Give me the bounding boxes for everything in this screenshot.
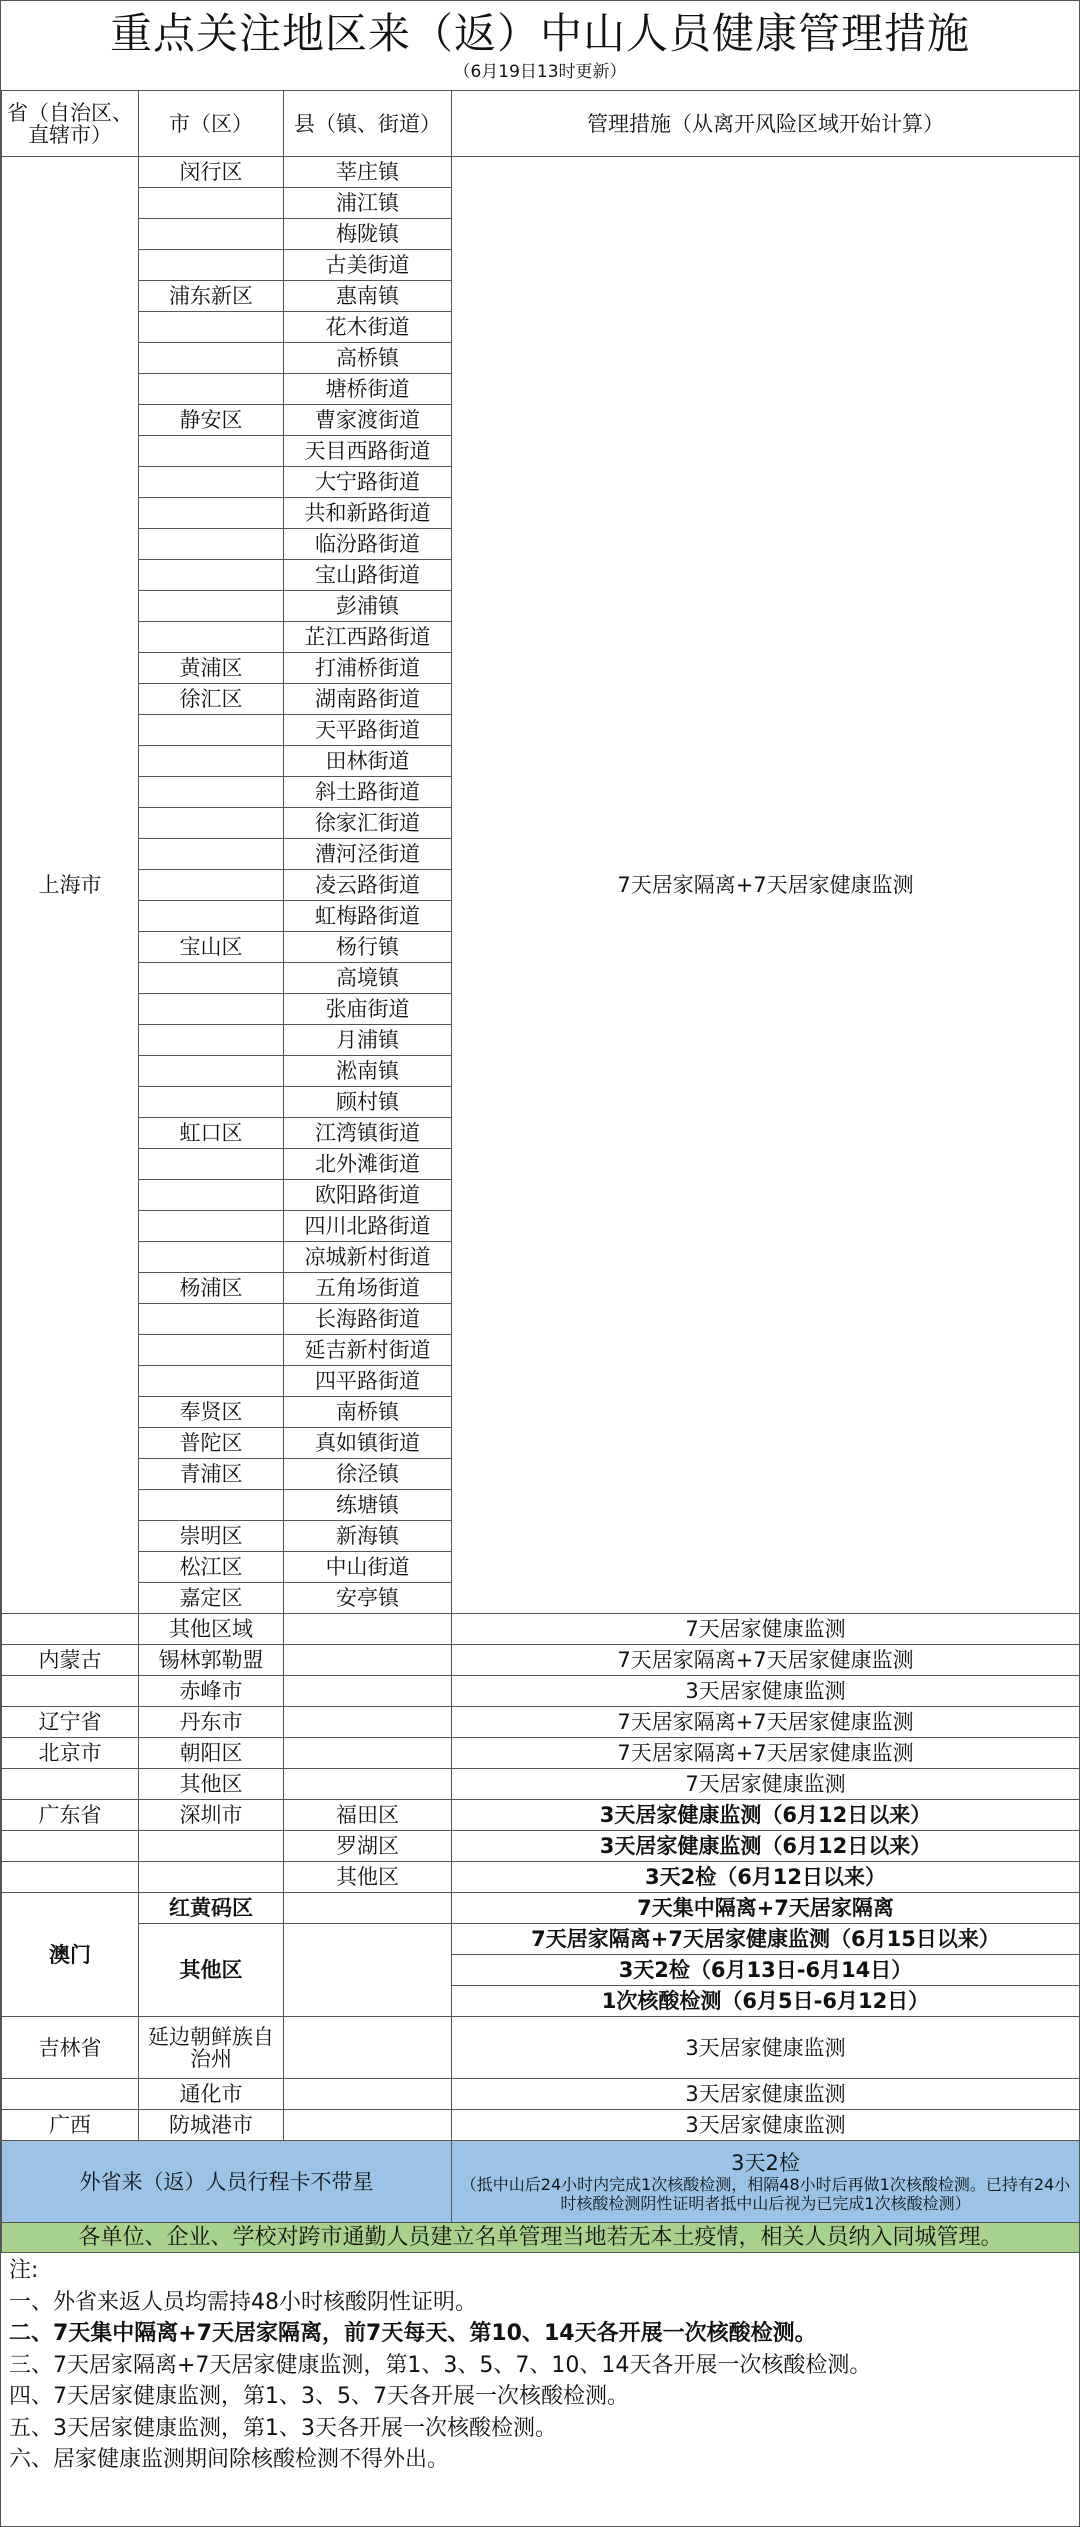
city-cell: [139, 994, 284, 1025]
city-cell: [139, 1087, 284, 1118]
note-item: 一、外省来返人员均需持48小时核酸阴性证明。: [9, 2289, 477, 2315]
county-cell: [284, 1769, 452, 1800]
measure-cell: 3天2检（6月12日以来）: [452, 1862, 1080, 1893]
notes-heading: 注:: [9, 2258, 39, 2283]
city-cell: 黄浦区: [139, 653, 284, 684]
county-cell: 浦江镇: [284, 188, 452, 219]
county-cell: 杨行镇: [284, 932, 452, 963]
city-cell: [139, 715, 284, 746]
county-cell: 曹家渡街道: [284, 405, 452, 436]
province-cell: [2, 1676, 139, 1707]
city-cell: [139, 219, 284, 250]
measure-cell: 7天居家隔离+7天居家健康监测: [452, 1645, 1080, 1676]
city-cell: 防城港市: [139, 2110, 284, 2141]
county-cell: 中山街道: [284, 1552, 452, 1583]
county-cell: [284, 1924, 452, 2017]
city-cell: [139, 808, 284, 839]
city-cell: 深圳市: [139, 1800, 284, 1831]
county-cell: 徐家汇街道: [284, 808, 452, 839]
county-cell: 徐泾镇: [284, 1459, 452, 1490]
table-row: [2, 2079, 1080, 2110]
county-cell: 打浦桥街道: [284, 653, 452, 684]
province-cell: [2, 1862, 139, 1893]
city-cell: [139, 436, 284, 467]
travel-card-measure-cell: [452, 2141, 1080, 2223]
county-cell: 五角场街道: [284, 1273, 452, 1304]
measure-cell: 7天集中隔离+7天居家隔离: [452, 1893, 1080, 1924]
city-cell: 丹东市: [139, 1707, 284, 1738]
province-cell: [2, 1769, 139, 1800]
city-cell: 其他区: [139, 1769, 284, 1800]
city-cell: 青浦区: [139, 1459, 284, 1490]
county-cell: [284, 2017, 452, 2079]
measure-cell: 7天居家健康监测: [452, 1769, 1080, 1800]
update-time: （6月19日13时更新）: [453, 62, 627, 82]
city-cell: [139, 188, 284, 219]
table-row: [2, 1676, 1080, 1707]
city-cell: [139, 622, 284, 653]
note-item: 六、居家健康监测期间除核酸检测不得外出。: [9, 2447, 450, 2472]
county-cell: 新海镇: [284, 1521, 452, 1552]
city-cell: 宝山区: [139, 932, 284, 963]
city-cell: 其他区: [139, 1924, 284, 2017]
city-cell: [139, 839, 284, 870]
city-cell: 浦东新区: [139, 281, 284, 312]
county-cell: 罗湖区: [284, 1831, 452, 1862]
province-cell: 内蒙古: [2, 1645, 139, 1676]
measure-cell: 7天居家隔离+7天居家健康监测: [452, 157, 1080, 1614]
city-cell: [139, 870, 284, 901]
county-cell: 凉城新村街道: [284, 1242, 452, 1273]
county-cell: 彭浦镇: [284, 591, 452, 622]
city-cell: 其他区域: [139, 1614, 284, 1645]
city-cell: [139, 1025, 284, 1056]
city-cell: 普陀区: [139, 1428, 284, 1459]
city-cell: [139, 498, 284, 529]
county-cell: 江湾镇街道: [284, 1118, 452, 1149]
table-row: [2, 1924, 1080, 1955]
note-item: 四、7天居家健康监测，第1、3、5、7天各开展一次核酸检测。: [9, 2384, 629, 2409]
county-cell: 顾村镇: [284, 1087, 452, 1118]
county-cell: 临汾路街道: [284, 529, 452, 560]
city-cell: 杨浦区: [139, 1273, 284, 1304]
county-cell: [284, 1893, 452, 1924]
table-row: [2, 2017, 1080, 2079]
table-header-row: [2, 91, 1080, 157]
city-cell: 崇明区: [139, 1521, 284, 1552]
county-cell: [284, 1676, 452, 1707]
county-cell: 天平路街道: [284, 715, 452, 746]
city-cell: [139, 1862, 284, 1893]
travel-card-label: 外省来（返）人员行程卡不带星: [2, 2141, 452, 2223]
province-cell: 广西: [2, 2110, 139, 2141]
county-cell: 延吉新村街道: [284, 1335, 452, 1366]
table-row: [2, 1862, 1080, 1893]
county-cell: 四平路街道: [284, 1366, 452, 1397]
header-county: 县（镇、街道）: [284, 91, 452, 157]
province-cell: 北京市: [2, 1738, 139, 1769]
city-cell: 闵行区: [139, 157, 284, 188]
city-cell: [139, 901, 284, 932]
note-item: 五、3天居家健康监测，第1、3天各开展一次核酸检测。: [9, 2415, 557, 2441]
table-row: [2, 1893, 1080, 1924]
table-row: [2, 157, 1080, 188]
county-cell: 虹梅路街道: [284, 901, 452, 932]
measure-cell: 3天居家健康监测: [452, 1676, 1080, 1707]
county-cell: 高桥镇: [284, 343, 452, 374]
county-cell: 天目西路街道: [284, 436, 452, 467]
county-cell: 福田区: [284, 1800, 452, 1831]
county-cell: 凌云路街道: [284, 870, 452, 901]
city-cell: [139, 343, 284, 374]
city-cell: [139, 560, 284, 591]
notes-section: [1, 2255, 1079, 2476]
county-cell: 长海路街道: [284, 1304, 452, 1335]
county-cell: [284, 2079, 452, 2110]
city-cell: [139, 777, 284, 808]
county-cell: 塘桥街道: [284, 374, 452, 405]
province-cell: 辽宁省: [2, 1707, 139, 1738]
city-cell: 朝阳区: [139, 1738, 284, 1769]
county-cell: 安亭镇: [284, 1583, 452, 1614]
province-cell: 广东省: [2, 1800, 139, 1831]
page-title: 重点关注地区来（返）中山人员健康管理措施: [109, 9, 970, 58]
city-cell: [139, 1335, 284, 1366]
county-cell: 大宁路街道: [284, 467, 452, 498]
county-cell: 莘庄镇: [284, 157, 452, 188]
county-cell: 四川北路街道: [284, 1211, 452, 1242]
county-cell: 宝山路街道: [284, 560, 452, 591]
county-cell: 北外滩街道: [284, 1149, 452, 1180]
city-cell: 静安区: [139, 405, 284, 436]
city-cell: [139, 1149, 284, 1180]
measure-cell: 3天居家健康监测: [452, 2110, 1080, 2141]
measure-cell: 7天居家隔离+7天居家健康监测（6月15日以来）: [452, 1924, 1080, 1955]
county-cell: [284, 1645, 452, 1676]
city-cell: 通化市: [139, 2079, 284, 2110]
province-cell: 上海市: [2, 157, 139, 1614]
city-cell: [139, 1242, 284, 1273]
county-cell: [284, 2110, 452, 2141]
city-cell: [139, 746, 284, 777]
banner-row: [2, 2223, 1080, 2253]
county-cell: 练塘镇: [284, 1490, 452, 1521]
city-cell: 延边朝鲜族自治州: [139, 2017, 284, 2079]
county-cell: 惠南镇: [284, 281, 452, 312]
county-cell: 欧阳路街道: [284, 1180, 452, 1211]
county-cell: 梅陇镇: [284, 219, 452, 250]
measure-cell: 7天居家隔离+7天居家健康监测: [452, 1738, 1080, 1769]
travel-card-measure: 3天2检: [731, 2150, 800, 2175]
measure-cell: 3天2检（6月13日-6月14日）: [452, 1955, 1080, 1986]
city-cell: [139, 312, 284, 343]
county-cell: 田林街道: [284, 746, 452, 777]
county-cell: 真如镇街道: [284, 1428, 452, 1459]
table-row: [2, 1614, 1080, 1645]
province-cell: 吉林省: [2, 2017, 139, 2079]
measures-table: [1, 90, 1080, 2253]
measure-cell: 3天居家健康监测: [452, 2017, 1080, 2079]
header-province: 省（自治区、直辖市）: [2, 91, 139, 157]
city-cell: 徐汇区: [139, 684, 284, 715]
city-cell: [139, 467, 284, 498]
header-measure: 管理措施（从离开风险区域开始计算）: [452, 91, 1080, 157]
table-row: [2, 1738, 1080, 1769]
city-cell: [139, 1366, 284, 1397]
city-cell: [139, 591, 284, 622]
city-cell: 松江区: [139, 1552, 284, 1583]
city-cell: 锡林郭勒盟: [139, 1645, 284, 1676]
measure-cell: 3天居家健康监测（6月12日以来）: [452, 1800, 1080, 1831]
province-cell: [2, 1831, 139, 1862]
county-cell: 淞南镇: [284, 1056, 452, 1087]
city-cell: [139, 529, 284, 560]
county-cell: 芷江西路街道: [284, 622, 452, 653]
province-cell: 澳门: [2, 1893, 139, 2017]
city-cell: 虹口区: [139, 1118, 284, 1149]
city-cell: 嘉定区: [139, 1583, 284, 1614]
county-cell: 共和新路街道: [284, 498, 452, 529]
measure-cell: 3天居家健康监测（6月12日以来）: [452, 1831, 1080, 1862]
county-cell: [284, 1707, 452, 1738]
county-cell: 古美街道: [284, 250, 452, 281]
travel-card-row: [2, 2141, 1080, 2223]
county-cell: 斜土路街道: [284, 777, 452, 808]
city-cell: 奉贤区: [139, 1397, 284, 1428]
city-cell: [139, 250, 284, 281]
county-cell: 月浦镇: [284, 1025, 452, 1056]
county-cell: [284, 1738, 452, 1769]
city-cell: [139, 374, 284, 405]
city-cell: 红黄码区: [139, 1893, 284, 1924]
table-row: [2, 1800, 1080, 1831]
city-cell: 赤峰市: [139, 1676, 284, 1707]
county-cell: 湖南路街道: [284, 684, 452, 715]
header-city: 市（区）: [139, 91, 284, 157]
city-cell: [139, 1211, 284, 1242]
travel-card-detail: （抵中山后24小时内完成1次核酸检测，相隔48小时后再做1次核酸检测。已持有24小时核酸检测阴性证明者抵中山后视为已完成1次核酸检测）: [460, 2174, 1071, 2213]
city-cell: [139, 1304, 284, 1335]
banner-text: 各单位、企业、学校对跨市通勤人员建立名单管理当地若无本土疫情，相关人员纳入同城管理。: [2, 2223, 1080, 2253]
table-row: [2, 2110, 1080, 2141]
note-item: 二、7天集中隔离+7天居家隔离，前7天每天、第10、14天各开展一次核酸检测。: [9, 2321, 817, 2346]
province-cell: [2, 2079, 139, 2110]
county-cell: 高境镇: [284, 963, 452, 994]
city-cell: [139, 1056, 284, 1087]
measure-cell: 3天居家健康监测: [452, 2079, 1080, 2110]
county-cell: 张庙街道: [284, 994, 452, 1025]
note-item: 三、7天居家隔离+7天居家健康监测，第1、3、5、7、10、14天各开展一次核酸检测。: [9, 2352, 872, 2378]
measure-cell: 1次核酸检测（6月5日-6月12日）: [452, 1986, 1080, 2017]
table-row: [2, 1831, 1080, 1862]
county-cell: 其他区: [284, 1862, 452, 1893]
county-cell: 漕河泾街道: [284, 839, 452, 870]
county-cell: 南桥镇: [284, 1397, 452, 1428]
measure-cell: 7天居家隔离+7天居家健康监测: [452, 1707, 1080, 1738]
city-cell: [139, 963, 284, 994]
county-cell: [284, 1614, 452, 1645]
table-row: [2, 1769, 1080, 1800]
table-row: [2, 1645, 1080, 1676]
measure-cell: 7天居家健康监测: [452, 1614, 1080, 1645]
city-cell: [139, 1831, 284, 1862]
city-cell: [139, 1180, 284, 1211]
county-cell: 花木街道: [284, 312, 452, 343]
province-cell: [2, 1614, 139, 1645]
city-cell: [139, 1490, 284, 1521]
table-row: [2, 1707, 1080, 1738]
